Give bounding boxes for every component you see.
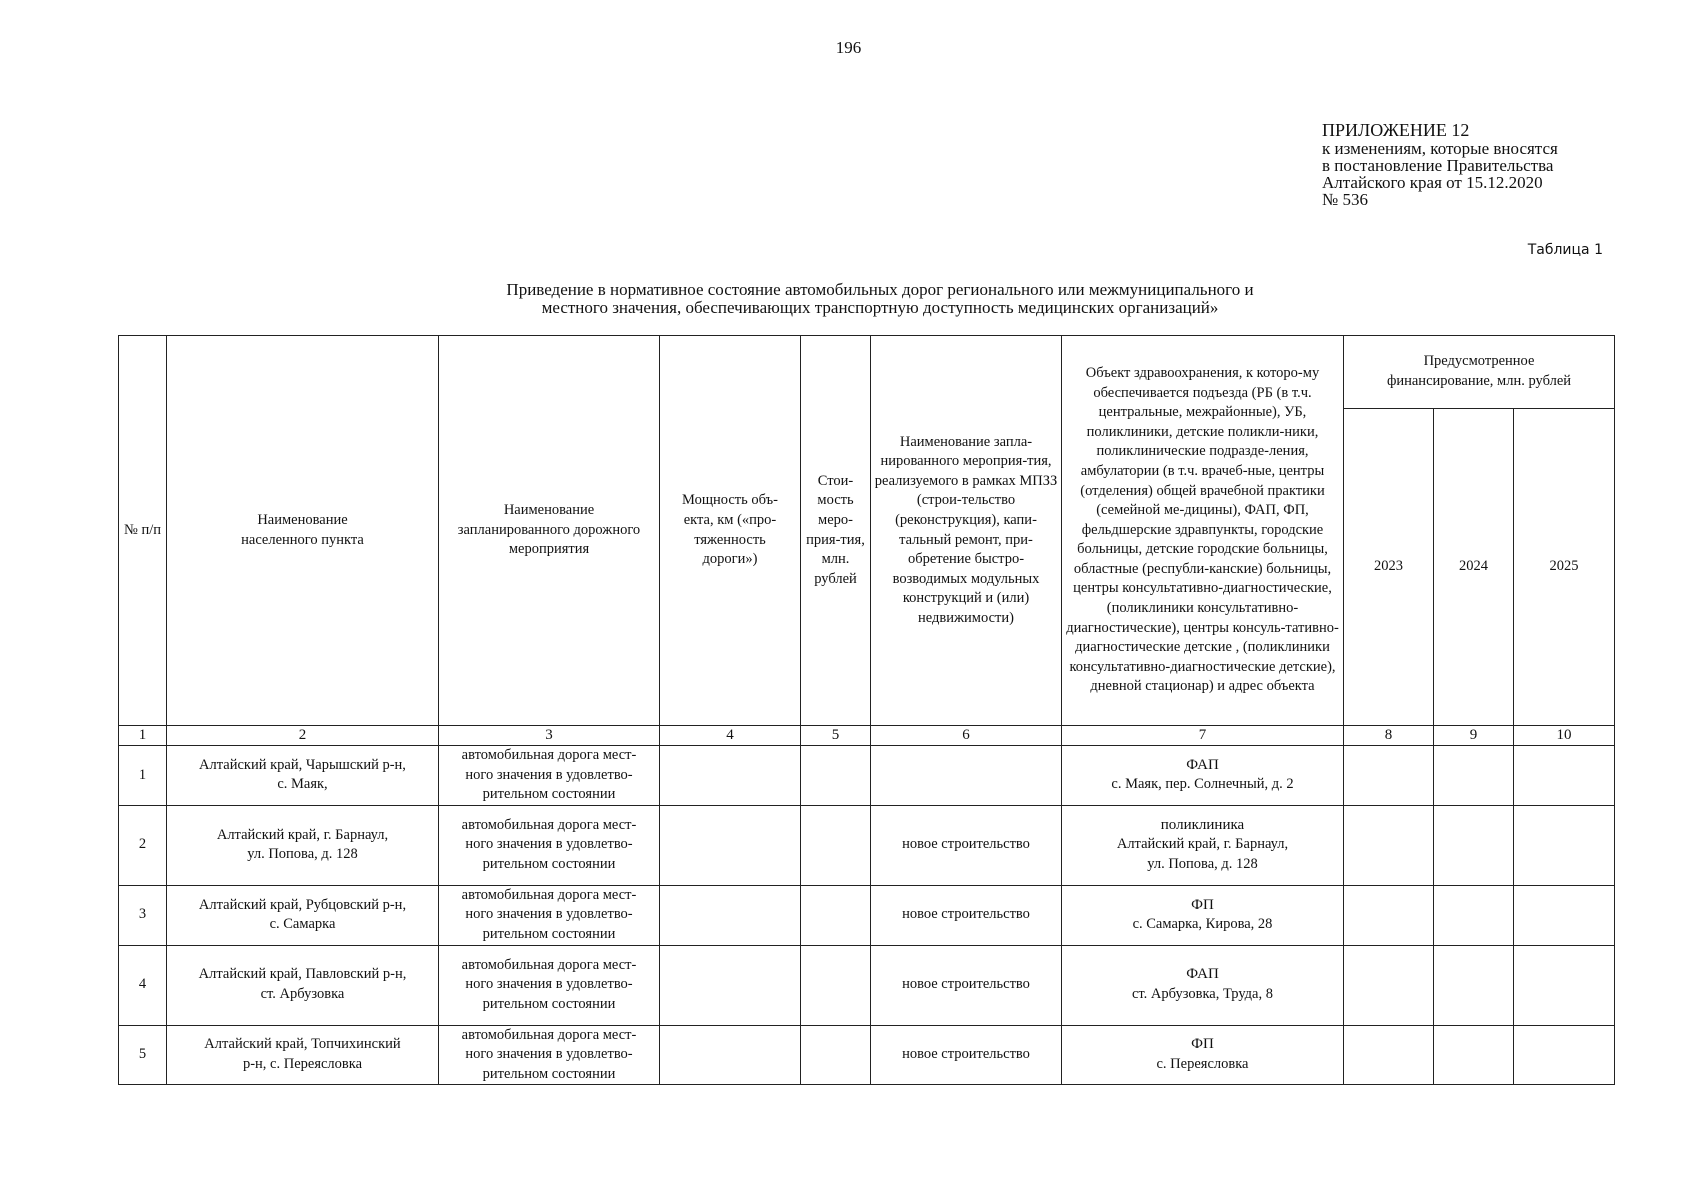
object-address: с. Маяк, пер. Солнечный, д. 2 [1111,776,1294,793]
header-year-2025: 2025 [1514,409,1615,726]
cell-mpzz-event: новое строительство [871,1025,1062,1085]
cell-health-object [1062,945,1344,1025]
column-number: 9 [1434,726,1514,746]
object-address: с. Переясловка [1156,1055,1249,1072]
cell-line: ного значения в удовлетво- [465,766,633,783]
object-type: ФАП [1186,966,1219,983]
cell-line: рительном состоянии [482,856,616,873]
header-capacity: Мощность объ-екта, км («про-тяженность дороги») [660,336,801,726]
table-row [119,1025,1615,1085]
column-number: 6 [871,726,1062,746]
column-number: 1 [119,726,167,746]
column-number: 5 [801,726,871,746]
appendix-line: № 536 [1322,190,1368,209]
cell-2025 [1514,746,1615,806]
cell-line: автомобильная дорога мест- [461,886,637,903]
document-title-line: Приведение в нормативное состояние автомобильных дорог регионального или межмуниципального и [506,280,1254,299]
header-year-2024: 2024 [1434,409,1514,726]
cell-2025 [1514,945,1615,1025]
cell-2024 [1434,885,1514,945]
cell-line: р-н, с. Переясловка [242,1055,363,1072]
cell-num: 3 [119,885,167,945]
header-road-event: Наименование запланированного дорожного мероприятия [439,336,660,726]
object-type: поликлиника [1160,816,1245,833]
column-number: 2 [167,726,439,746]
header-row [119,336,1615,409]
cell-health-object [1062,885,1344,945]
cell-line: рительном состоянии [482,1065,616,1082]
cell-2023 [1344,1025,1434,1085]
document-title [120,281,1640,317]
cell-line: с. Самарка [269,916,336,933]
object-type: ФП [1191,1036,1214,1053]
object-address: ст. Арбузовка, Труда, 8 [1132,986,1273,1003]
cell-cost [801,805,871,885]
cell-cost [801,1025,871,1085]
cell-settlement [167,805,439,885]
appendix-line: в постановление Правительства [1322,156,1554,175]
table-row [119,805,1615,885]
cell-2025 [1514,1025,1615,1085]
cell-capacity [660,1025,801,1085]
header-year-2023: 2023 [1344,409,1434,726]
page-number: 196 [835,38,862,57]
cell-2023 [1344,885,1434,945]
cell-line: ного значения в удовлетво- [465,836,633,853]
roads-table [118,335,1615,1085]
cell-2023 [1344,746,1434,806]
cell-num: 4 [119,945,167,1025]
cell-num: 5 [119,1025,167,1085]
column-number: 7 [1062,726,1344,746]
object-type: ФАП [1186,756,1219,773]
column-number: 4 [660,726,801,746]
object-type: ФП [1191,896,1214,913]
appendix-title: ПРИЛОЖЕНИЕ 12 [1322,120,1470,140]
column-number: 3 [439,726,660,746]
cell-road-event [439,805,660,885]
cell-cost [801,945,871,1025]
column-number: 10 [1514,726,1615,746]
cell-line: Алтайский край, Павловский р-н, [198,966,407,983]
cell-road-event [439,885,660,945]
cell-settlement [167,945,439,1025]
cell-line: Алтайский край, Рубцовский р-н, [198,896,407,913]
document-title-line: местного значения, обеспечивающих транспортную доступность медицинских организаций» [541,298,1219,317]
table-label: Таблица 1 [1527,242,1603,258]
column-number: 8 [1344,726,1434,746]
cell-road-event [439,746,660,806]
header-mpzz-event: Наименование запла-нированного мероприя-тия, реализуемого в рамках МПЗЗ (строи-тельство (реконструкция), капи-тальный ремонт, при-обретение быстро-возводимых модульных конструкций и (или) недвижимости) [871,336,1062,726]
cell-line: рительном состоянии [482,786,616,803]
cell-settlement [167,1025,439,1085]
cell-line: ул. Попова, д. 128 [247,846,358,863]
cell-mpzz-event: новое строительство [871,805,1062,885]
cell-line: рительном состоянии [482,925,616,942]
cell-line: автомобильная дорога мест- [461,1026,637,1043]
cell-capacity [660,746,801,806]
cell-mpzz-event: новое строительство [871,945,1062,1025]
table-row [119,945,1615,1025]
cell-line: Алтайский край, г. Барнаул, [216,826,389,843]
cell-line: Алтайский край, Чарышский р-н, [199,756,406,773]
cell-line: автомобильная дорога мест- [461,816,637,833]
cell-road-event [439,1025,660,1085]
cell-2025 [1514,805,1615,885]
cell-2023 [1344,945,1434,1025]
appendix-line: к изменениям, которые вносятся [1322,139,1558,158]
cell-line: ного значения в удовлетво- [465,906,633,923]
cell-line: автомобильная дорога мест- [461,747,637,763]
cell-line: ного значения в удовлетво- [465,976,633,993]
object-address: с. Самарка, Кирова, 28 [1132,916,1273,933]
cell-line: рительном состоянии [482,995,616,1012]
appendix-line: Алтайского края от 15.12.2020 [1322,173,1543,192]
header-settlement: Наименование населенного пункта [167,336,439,726]
cell-2024 [1434,746,1514,806]
table-row [119,746,1615,806]
header-health-object: Объект здравоохранения, к которо-му обеспечивается подъезда (РБ (в т.ч. центральные, межрайонные), УБ, поликлиники, детские поликли-ники, поликлинические подразде-ления, амбулатории (в т.ч. врачеб-ные, центры (отделения) общей врачебной практики (семейной ме-дицины), ФАП, ФП, фельдшерские здравпункты, городские больницы, детские городские больницы, областные (республи-канские) больницы, центры консультативно-диагностические, (поликлиники консультативно-диагностические), центры консуль-тативно-диагностические детские , (поликлиники консультативно-диагностические детские), дневной стационар) и адрес объекта [1062,336,1344,726]
cell-line: ст. Арбузовка [260,986,345,1003]
cell-capacity [660,945,801,1025]
column-number-row [119,726,1615,746]
cell-capacity [660,885,801,945]
object-address: ул. Попова, д. 128 [1147,856,1258,873]
cell-road-event [439,945,660,1025]
cell-line: с. Маяк, [277,776,328,793]
object-address: Алтайский край, г. Барнаул, [1116,836,1289,853]
cell-cost [801,746,871,806]
cell-mpzz-event: новое строительство [871,885,1062,945]
cell-capacity [660,805,801,885]
cell-settlement [167,746,439,806]
cell-health-object [1062,805,1344,885]
cell-num: 2 [119,805,167,885]
cell-settlement [167,885,439,945]
cell-2025 [1514,885,1615,945]
cell-cost [801,885,871,945]
header-num: № п/п [119,336,167,726]
cell-health-object [1062,746,1344,806]
cell-2024 [1434,805,1514,885]
table-row [119,885,1615,945]
cell-num: 1 [119,746,167,806]
cell-line: Алтайский край, Топчихинский [204,1036,401,1053]
cell-line: ного значения в удовлетво- [465,1046,633,1063]
cell-2024 [1434,1025,1514,1085]
cell-health-object [1062,1025,1344,1085]
appendix-block [1322,122,1662,208]
cell-2024 [1434,945,1514,1025]
cell-line: автомобильная дорога мест- [461,956,637,973]
cell-2023 [1344,805,1434,885]
cell-mpzz-event [871,746,1062,806]
header-cost: Стои-мость меро-прия-тия, млн. рублей [801,336,871,726]
header-financing: Предусмотренное финансирование, млн. рублей [1344,336,1615,409]
